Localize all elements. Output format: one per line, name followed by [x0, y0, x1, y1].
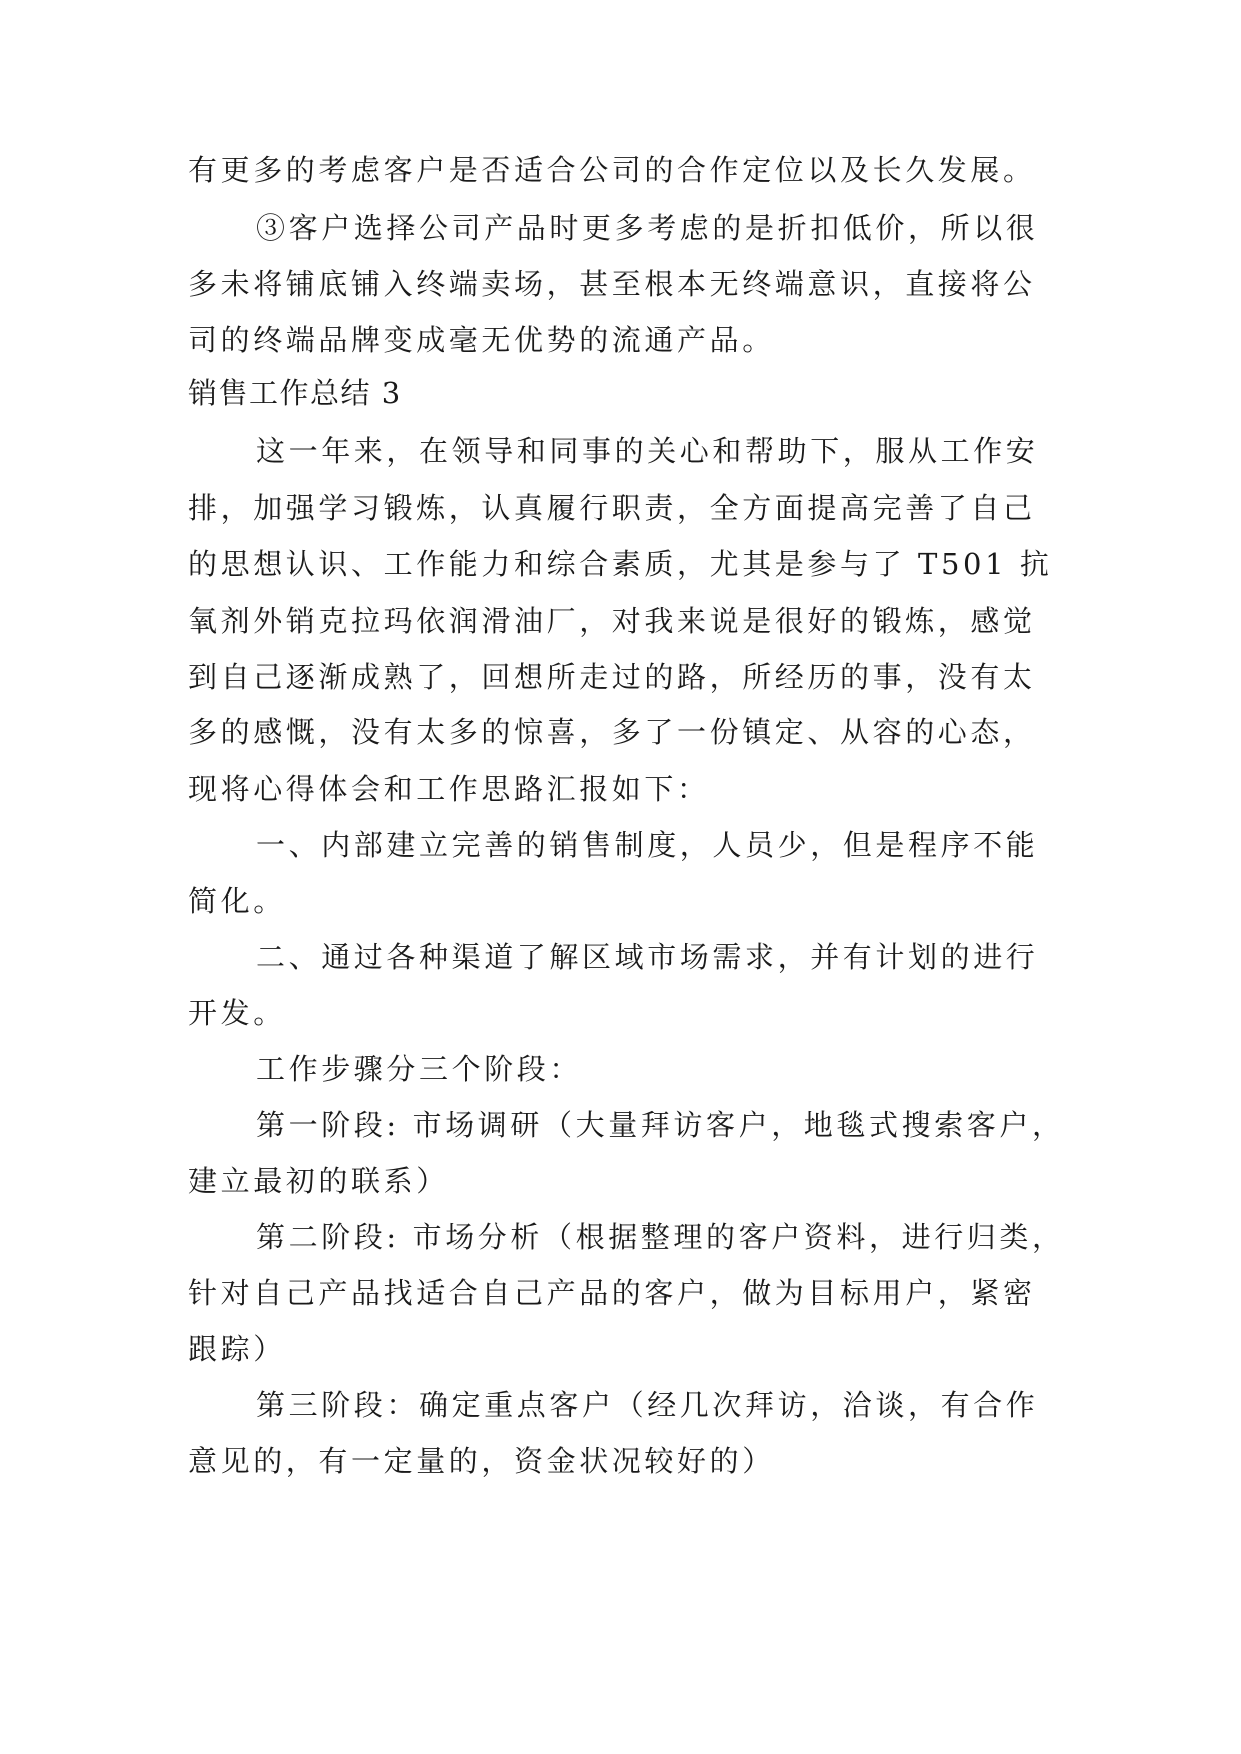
- text-line: 一、内部建立完善的销售制度，人员少，但是程序不能: [256, 828, 1039, 862]
- text-line: 的思想认识、工作能力和综合素质，尤其是参与了 T501 抗: [188, 547, 1053, 581]
- text-line: 第二阶段: 市场分析（根据整理的客户资料，进行归类，: [256, 1220, 1065, 1254]
- text-line: 氧剂外销克拉玛依润滑油厂，对我来说是很好的锻炼，感觉: [188, 604, 1036, 638]
- text-line: 第三阶段：确定重点客户（经几次拜访，洽谈，有合作: [256, 1388, 1039, 1422]
- text-line: 意见的，有一定量的，资金状况较好的）: [188, 1444, 775, 1478]
- text-line: 开发。: [188, 996, 286, 1030]
- text-line: 排，加强学习锻炼，认真履行职责，全方面提高完善了自己: [188, 491, 1036, 525]
- section-heading: 销售工作总结 3: [188, 376, 402, 410]
- text-line: 简化。: [188, 884, 286, 918]
- text-line: ③客户选择公司产品时更多考虑的是折扣低价，所以很: [256, 211, 1039, 245]
- text-line: 工作步骤分三个阶段：: [256, 1052, 583, 1086]
- text-line: 多未将铺底铺入终端卖场，甚至根本无终端意识，直接将公: [188, 267, 1036, 301]
- text-line: 针对自己产品找适合自己产品的客户，做为目标用户，紧密: [188, 1276, 1036, 1310]
- text-line: 这一年来，在领导和同事的关心和帮助下，服从工作安: [256, 434, 1039, 468]
- text-line: 二、通过各种渠道了解区域市场需求，并有计划的进行: [256, 940, 1039, 974]
- text-line: 多的感慨，没有太多的惊喜，多了一份镇定、从容的心态，: [188, 715, 1036, 749]
- text-line: 跟踪）: [188, 1332, 286, 1366]
- text-line: 有更多的考虑客户是否适合公司的合作定位以及长久发展。: [188, 153, 1036, 187]
- text-line: 第一阶段: 市场调研（大量拜访客户，地毯式搜索客户，: [256, 1108, 1065, 1142]
- text-line: 到自己逐渐成熟了，回想所走过的路，所经历的事，没有太: [188, 660, 1036, 694]
- text-line: 司的终端品牌变成毫无优势的流通产品。: [188, 323, 775, 357]
- text-line: 现将心得体会和工作思路汇报如下：: [188, 772, 710, 806]
- text-line: 建立最初的联系）: [188, 1164, 449, 1198]
